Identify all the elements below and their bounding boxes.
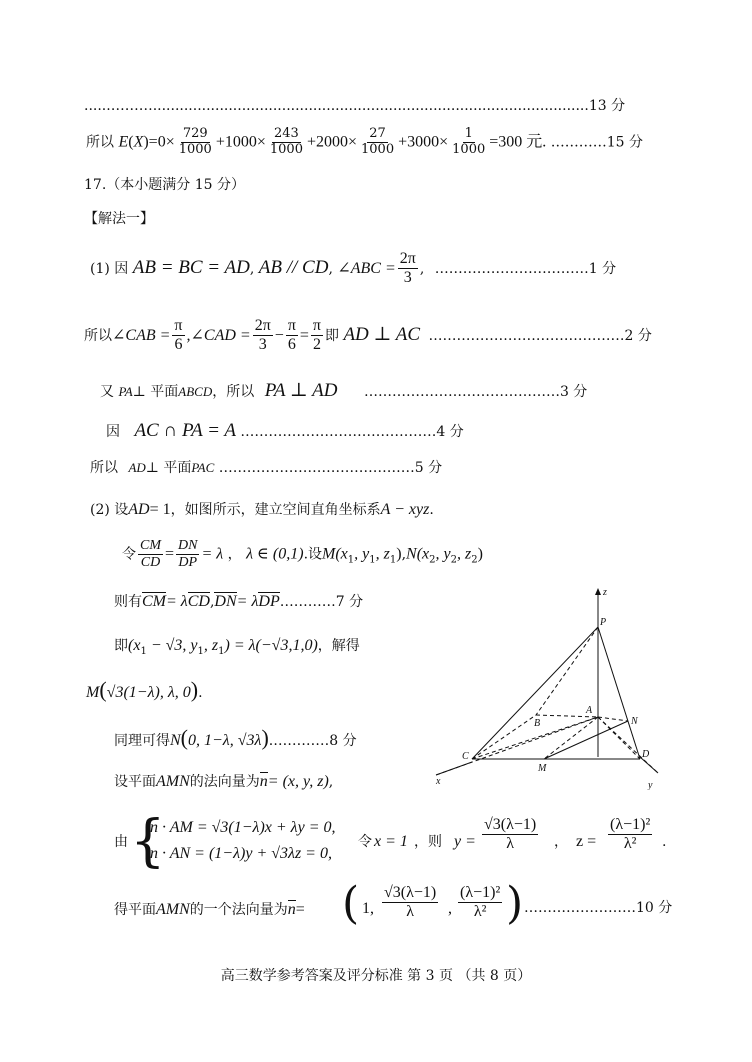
numerator: DN: [176, 538, 199, 555]
text: ,: [249, 260, 255, 277]
denominator: CD: [140, 555, 161, 571]
math-coordsys: A − xyz: [380, 501, 430, 518]
text: ，所以: [212, 384, 255, 400]
score-mark: 10 分: [636, 900, 673, 916]
text: ，: [227, 546, 242, 563]
term: +1000×: [215, 133, 266, 151]
subscript: 2: [450, 554, 457, 566]
term: =300 元.: [489, 133, 547, 151]
leader-dots: ......………..................................................................................................: [84, 98, 589, 114]
math-expr: x = 1: [374, 833, 408, 850]
math-perp: AD ⊥ AC: [343, 323, 421, 345]
numerator: π: [286, 317, 298, 336]
term: +2000×: [306, 133, 358, 151]
math-plane: PAC: [191, 460, 215, 475]
solution-step-3: [100, 380, 587, 403]
brace-icon: {: [130, 809, 166, 874]
label-c: C: [462, 751, 469, 762]
text: 因: [106, 424, 120, 440]
score-mark: 2 分: [624, 327, 652, 344]
leader-dots: ……………………………………: [428, 327, 625, 344]
text: ，如图所示，建立空间直角坐标系: [170, 502, 381, 518]
math-pa: PA: [118, 384, 133, 399]
math-ad: AD: [128, 501, 150, 518]
math-eq: =: [148, 133, 158, 151]
edge-an: [598, 717, 628, 721]
math-point: M(x: [322, 545, 348, 563]
text: ,: [401, 546, 407, 563]
math-point: M: [86, 684, 100, 701]
numerator: √3(λ−1): [482, 816, 538, 835]
question-heading: 17.（本小题满分 15 分）: [84, 177, 245, 193]
text: 令: [358, 834, 372, 850]
math-vector: n: [259, 773, 268, 790]
math-equation: AB = BC = AD: [132, 256, 250, 278]
fraction: [482, 816, 538, 854]
text: 令: [122, 546, 136, 563]
leader-dots: …………: [279, 594, 336, 610]
fraction: [311, 317, 323, 355]
math-parallel: AB // CD: [258, 256, 329, 278]
denominator: 1000: [178, 141, 212, 157]
subscript: 1: [140, 646, 147, 657]
solution-step-5: [90, 460, 442, 477]
edge-pd: [598, 627, 640, 759]
math-ad: AD: [128, 460, 146, 475]
math-point: ): [396, 545, 402, 563]
math-op: =: [299, 326, 309, 344]
subscript: 2: [429, 554, 436, 566]
text: 即: [114, 638, 128, 654]
fraction: [172, 317, 184, 355]
fraction: [286, 317, 298, 355]
math-expr: z =: [576, 833, 597, 850]
solution-step-12: [114, 772, 333, 791]
label-z: z: [603, 587, 607, 598]
score-group: [524, 900, 672, 917]
math-point: , z: [375, 545, 390, 563]
text: 所以: [90, 460, 118, 476]
paren: (: [128, 133, 134, 151]
text: ，则: [414, 834, 442, 850]
math-angle: ∠CAB =: [112, 326, 171, 344]
math-expr: ,: [448, 900, 452, 917]
math-expr: , z: [203, 637, 219, 654]
fraction: [253, 317, 273, 355]
math-expr: n · AM = √3(1−λ)x + λy = 0,: [150, 819, 336, 836]
numerator: 2π: [253, 317, 273, 336]
denominator: 6: [287, 336, 296, 354]
solution-step-11: 同理可得N(0, 1−λ, √3λ).…………8 分: [114, 725, 357, 750]
fraction: [177, 127, 214, 158]
score-mark: 5 分: [414, 460, 443, 476]
text: ⊥ 平面: [145, 460, 192, 476]
solution-step-9: [114, 636, 360, 658]
text: 则有: [114, 594, 142, 610]
math-range: λ ∈ (0,1): [246, 545, 304, 563]
denominator: 1000: [361, 141, 395, 157]
math-expr: (x: [128, 637, 141, 654]
text: 设平面: [114, 774, 156, 790]
numerator: 729: [182, 126, 208, 141]
denominator: 1000: [452, 141, 486, 157]
fraction: [382, 884, 438, 922]
solution-step-1: [90, 250, 616, 288]
score-mark: 3 分: [559, 384, 588, 400]
math-coords: 0, 1−λ, √3λ: [188, 732, 262, 749]
score-mark: 4 分: [436, 424, 464, 440]
denominator: 6: [174, 336, 183, 354]
denominator: λ: [506, 835, 514, 853]
math-angle: ,∠CAD =: [186, 326, 251, 344]
denominator: 3: [403, 269, 412, 287]
label-x: x: [436, 776, 441, 787]
text: ,: [419, 260, 425, 277]
fraction: [268, 127, 305, 158]
math-vector: CD: [187, 593, 210, 610]
paren-right-icon: ): [506, 878, 524, 929]
math-op: =: [295, 901, 305, 918]
pyramid-figure: [426, 585, 676, 790]
label-n: N: [631, 716, 638, 727]
text: 的一个法向量为: [189, 902, 288, 918]
math-e: E: [118, 133, 129, 151]
denominator: DP: [178, 555, 198, 571]
math-vector: DP: [258, 593, 280, 610]
math-x: X: [133, 133, 144, 151]
math-op: = λ: [236, 593, 259, 610]
text: ,: [328, 774, 334, 790]
numerator: (λ−1)²: [458, 884, 502, 903]
math-point: , y: [435, 545, 451, 563]
x-axis: [436, 762, 472, 775]
leader-dots: ……………………………………: [363, 384, 560, 400]
solution-step-7: [122, 538, 483, 571]
text: .: [198, 685, 203, 701]
edge-cb: [472, 715, 536, 759]
numerator: π: [172, 317, 184, 336]
math-expr: y =: [454, 833, 476, 850]
label-a: A: [586, 705, 593, 716]
math-point: N: [170, 732, 181, 749]
solution-step-10: M(√3(1−λ), λ, 0).: [86, 677, 203, 702]
solution-step-4: [106, 420, 464, 443]
equation-row: [150, 818, 336, 837]
text: 得平面: [114, 902, 156, 918]
math-plane: AMN: [156, 773, 190, 790]
math-point: ): [477, 545, 483, 563]
denominator: 2: [312, 336, 321, 354]
fraction: [458, 884, 502, 922]
text: 同理可得: [114, 733, 170, 749]
leader-dots: .…………: [268, 733, 330, 749]
text: (1) 因: [90, 260, 129, 277]
math-plane: ABCD: [178, 384, 213, 399]
text: 由: [114, 834, 128, 850]
math-angle: ∠ABC =: [337, 259, 396, 277]
math-coords: √3(1−λ), λ, 0: [106, 684, 191, 701]
math-expr: n · AN = (1−λ)y + √3λz = 0,: [150, 845, 332, 862]
term: 0×: [157, 133, 175, 151]
subscript: 1: [389, 554, 397, 566]
label-m: M: [538, 763, 547, 774]
subscript: 1: [218, 646, 225, 657]
score-mark: 7 分: [335, 594, 364, 610]
leader-dots: ……………………………: [434, 260, 589, 277]
leader-dots: ……………………: [524, 900, 636, 916]
denominator: λ: [406, 903, 414, 921]
denominator: 3: [258, 336, 267, 354]
numerator: 27: [369, 126, 386, 141]
math-expr: = (x, y, z): [267, 773, 329, 790]
label-p: P: [600, 617, 607, 628]
solution-step-8: [114, 592, 363, 611]
text: ，解得: [317, 638, 360, 654]
fraction: [138, 538, 163, 571]
numerator: 1: [464, 126, 473, 141]
denominator: λ²: [623, 835, 637, 853]
math-point: , y: [354, 545, 370, 563]
text: 所以: [84, 327, 112, 344]
numerator: 243: [274, 126, 299, 141]
page-footer: 高三数学参考答案及评分标准 第 3 页 （共 8 页）: [220, 968, 532, 984]
score-mark: 8 分: [329, 733, 357, 749]
math-op: −: [274, 326, 284, 344]
math-op: = λ: [166, 593, 188, 610]
equation-row: [150, 844, 332, 863]
edge-pb: [536, 627, 598, 715]
method-heading: 【解法一】: [84, 211, 154, 227]
math-vector: CM: [142, 593, 166, 610]
text: ⊥ 平面: [132, 384, 179, 400]
denominator: λ²: [473, 903, 487, 921]
math-expr: 1,: [362, 900, 374, 917]
score-mark: 1 分: [588, 260, 617, 277]
text-group: [114, 900, 305, 919]
text: .设: [303, 546, 323, 563]
text: ，: [554, 834, 568, 850]
fraction: [398, 250, 418, 288]
score-line-13: [84, 98, 625, 115]
text: 又: [100, 384, 114, 400]
score-mark: 13 分: [588, 98, 626, 114]
expectation-line: [86, 127, 643, 158]
math-intersection: AC ∩ PA = A: [134, 420, 236, 441]
score-mark: 15 分: [606, 134, 643, 151]
math-point: , z: [457, 545, 472, 563]
term: +3000×: [398, 133, 449, 151]
math-op: =: [165, 545, 175, 563]
solution-step-6: [90, 500, 434, 519]
text: 的法向量为: [189, 774, 260, 790]
numerator: 2π: [398, 250, 418, 269]
numerator: π: [311, 317, 323, 336]
leader-dots: ……………………………………: [218, 460, 415, 476]
fraction: [450, 127, 487, 158]
subscript: 1: [197, 646, 204, 657]
numerator: √3(λ−1): [382, 884, 438, 903]
text: (2) 设: [90, 502, 129, 518]
label-b: B: [534, 718, 541, 729]
math-vector: n: [287, 901, 296, 918]
numerator: CM: [138, 538, 163, 555]
fraction: [176, 538, 199, 571]
subscript: 2: [471, 554, 478, 566]
denominator: 1000: [269, 141, 303, 157]
math-vector: DN: [214, 593, 237, 610]
leader-dots: ……………………………………: [240, 424, 437, 440]
numerator: (λ−1)²: [608, 816, 652, 835]
subscript: 1: [369, 554, 376, 566]
fraction: [608, 816, 652, 854]
arrow-icon: [595, 588, 601, 595]
label-d: D: [642, 749, 650, 760]
label-y: y: [648, 780, 653, 790]
text: .: [662, 834, 667, 850]
math-expr: − √3, y: [146, 637, 198, 654]
math-plane: AMN: [156, 901, 190, 918]
text: ,: [328, 260, 333, 277]
leader-dots: …………: [550, 134, 607, 151]
paren-left-icon: (: [342, 878, 360, 929]
solution-step-2: [84, 317, 652, 355]
math-point: N(x: [406, 545, 430, 563]
math-lambda: = λ: [201, 545, 224, 563]
text-prefix: 所以: [86, 134, 114, 151]
math-expr: ) = λ(−√3,1,0): [224, 637, 318, 654]
math-perp: PA ⊥ AD: [264, 380, 338, 401]
subscript: 1: [347, 554, 355, 566]
text: 即: [325, 327, 339, 344]
fraction: [359, 127, 396, 158]
paren: ): [143, 133, 149, 151]
text: .: [429, 502, 434, 518]
math-eq: = 1: [149, 501, 171, 518]
text: ,: [209, 594, 215, 610]
